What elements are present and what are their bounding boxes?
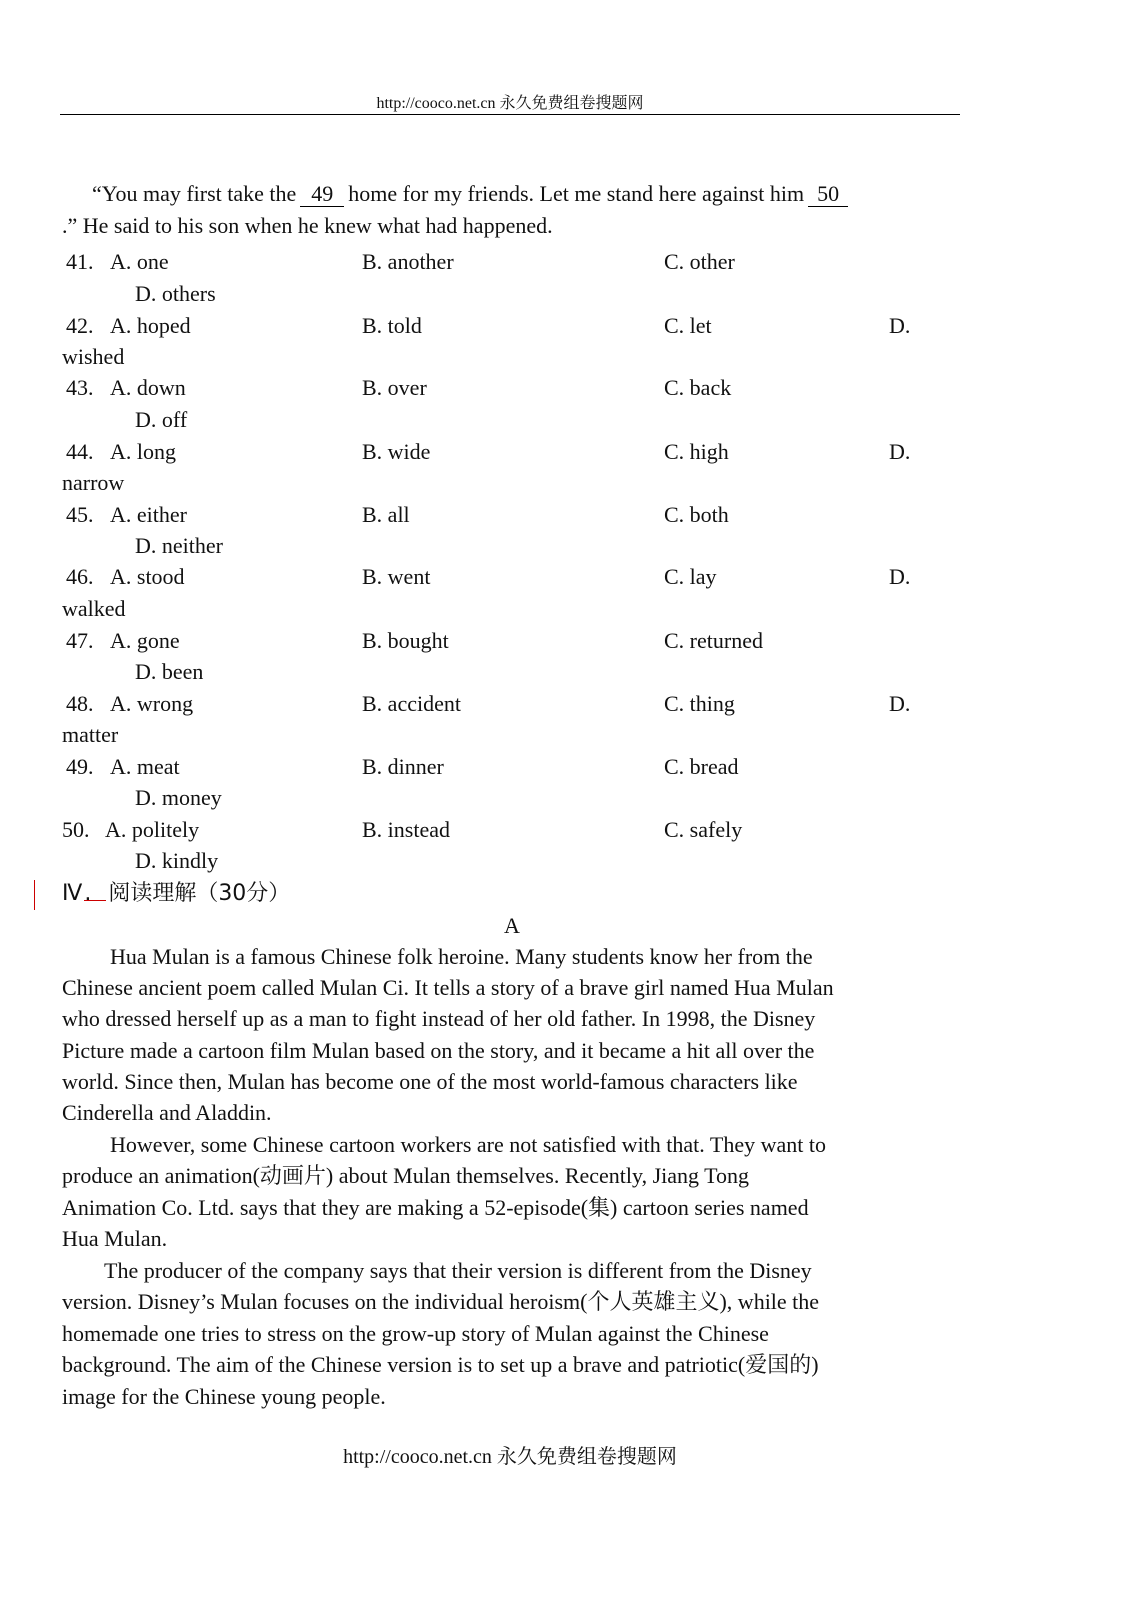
option-d-word: wished [62,344,125,369]
question-42 [62,310,962,342]
intro-text-1: “You may first take the [92,181,297,206]
option-b: B. another [362,249,454,274]
option-a: A. one [110,249,169,274]
option-d-word: matter [62,722,119,747]
option-c: C. back [664,375,732,400]
option-d-label: D. [889,439,911,464]
passage-line: Animation Co. Ltd. says that they are making a 52-episode(集) cartoon series named [62,1195,809,1220]
option-b: B. went [362,564,431,589]
passage-line: Hua Mulan is a famous Chinese folk heroine. Many students know her from the [110,944,813,969]
option-b: B. dinner [362,754,444,779]
option-b: B. all [362,502,410,527]
option-d-word: narrow [62,470,125,495]
question-number: 42. [66,313,94,338]
question-number: 46. [66,564,94,589]
question-number: 43. [66,375,94,400]
question-47 [62,625,962,657]
question-44 [62,436,962,468]
section-dot: . [84,881,92,906]
section-title: 阅读理解（30分） [108,881,291,906]
header-rule [60,114,960,115]
option-a: A. politely [105,817,200,842]
option-c: C. bread [664,754,739,779]
option-a: A. wrong [110,691,194,716]
option-d: D. money [135,785,222,810]
option-d: D. kindly [135,848,219,873]
option-d-word: walked [62,596,126,621]
question-number: 48. [66,691,94,716]
passage-line: Hua Mulan. [62,1226,168,1251]
option-a: A. stood [110,564,185,589]
passage-line: background. The aim of the Chinese version is to set up a brave and patriotic(爱国的) [62,1352,819,1377]
option-a: A. long [110,439,176,464]
passage-line: Chinese ancient poem called Mulan Ci. It tells a story of a brave girl named Hua Mulan [62,975,834,1000]
option-b: B. accident [362,691,461,716]
option-a: A. down [110,375,186,400]
option-c: C. safely [664,817,743,842]
intro-text-3: .” He said to his son when he knew what had happened. [62,213,553,238]
question-number: 47. [66,628,94,653]
option-d: D. off [135,407,188,432]
option-c: C. other [664,249,735,274]
question-41 [62,246,962,278]
option-b: B. wide [362,439,431,464]
passage-line: image for the Chinese young people. [62,1384,386,1409]
passage-title: A [504,913,520,938]
revision-mark [34,880,35,910]
intro-line-1 [62,178,962,210]
blank-50: 50 [808,182,848,207]
option-b: B. instead [362,817,450,842]
option-a: A. hoped [110,313,191,338]
question-49 [62,751,962,783]
option-b: B. told [362,313,422,338]
option-d-label: D. [889,564,911,589]
section-heading [62,878,290,910]
option-d-label: D. [889,691,911,716]
question-number: 45. [66,502,94,527]
question-45 [62,499,962,531]
page-header: http://cooco.net.cn 永久免费组卷搜题网 [376,95,644,112]
passage-line: homemade one tries to stress on the grow-up story of Mulan against the Chinese [62,1321,769,1346]
passage-line: The producer of the company says that their version is different from the Disney [104,1258,812,1283]
question-number: 44. [66,439,94,464]
question-46 [62,561,962,593]
question-48 [62,688,962,720]
question-50 [62,814,962,846]
question-43 [62,372,962,404]
option-c: C. high [664,439,729,464]
option-b: B. over [362,375,427,400]
option-c: C. thing [664,691,735,716]
intro-text-2: home for my friends. Let me stand here against him [348,181,805,206]
option-b: B. bought [362,628,449,653]
passage-line: world. Since then, Mulan has become one of the most world-famous characters like [62,1069,798,1094]
option-d: D. been [135,659,204,684]
option-a: A. either [110,502,187,527]
option-d: D. others [135,281,216,306]
option-c: C. lay [664,564,717,589]
option-c: C. both [664,502,729,527]
section-underline [84,878,106,906]
option-a: A. meat [110,754,180,779]
question-number: 50. [62,817,90,842]
option-a: A. gone [110,628,180,653]
page-footer: http://cooco.net.cn 永久免费组卷搜题网 [343,1446,677,1468]
question-number: 49. [66,754,94,779]
passage-line: Cinderella and Aladdin. [62,1100,272,1125]
passage-line: version. Disney’s Mulan focuses on the individual heroism(个人英雄主义), while the [62,1289,820,1314]
section-numeral: Ⅳ [62,881,83,906]
passage-line: produce an animation(动画片) about Mulan themselves. Recently, Jiang Tong [62,1163,750,1188]
option-d-label: D. [889,313,911,338]
passage-line: who dressed herself up as a man to fight instead of her old father. In 1998, the Disney [62,1006,816,1031]
blank-49: 49 [300,182,344,207]
passage-line: Picture made a cartoon film Mulan based on the story, and it became a hit all over the [62,1038,815,1063]
option-c: C. let [664,313,712,338]
passage-line: However, some Chinese cartoon workers are not satisfied with that. They want to [110,1132,826,1157]
option-d: D. neither [135,533,223,558]
option-c: C. returned [664,628,763,653]
question-number: 41. [66,249,94,274]
cloze-intro [62,178,962,242]
